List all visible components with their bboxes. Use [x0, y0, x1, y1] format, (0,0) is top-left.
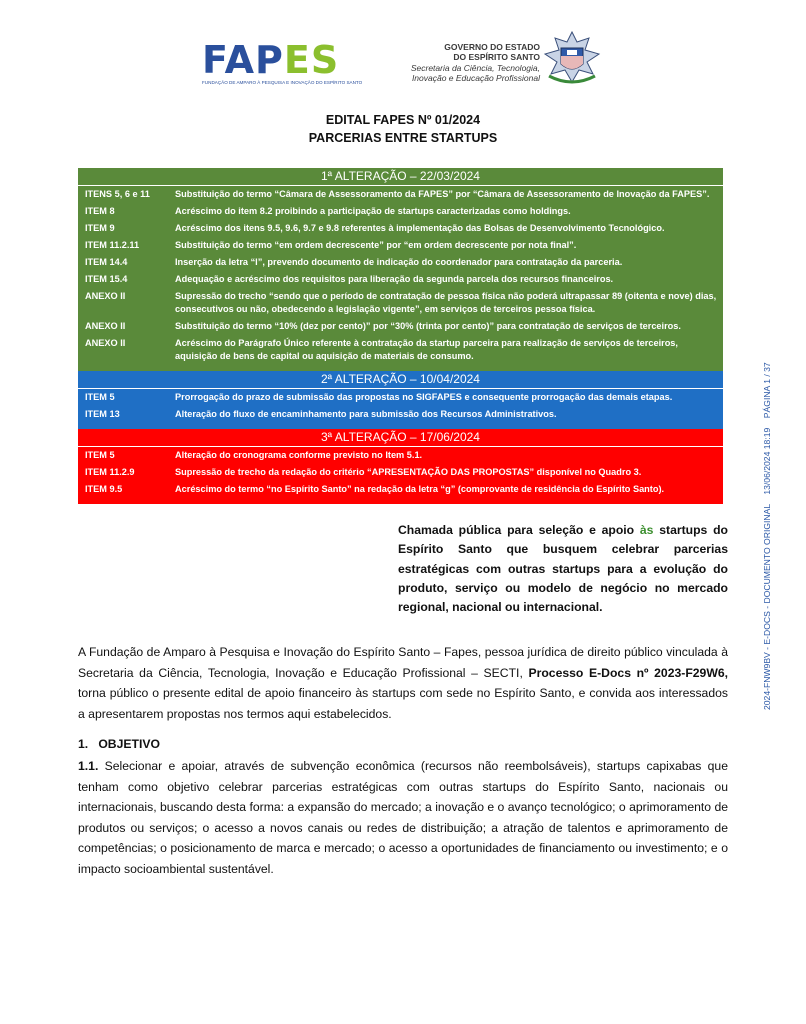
gov-line-1: GOVERNO DO ESTADO: [444, 42, 540, 52]
amendment-section-1: [78, 168, 723, 371]
secretariat-line-1: Secretaria da Ciência, Tecnologia,: [410, 63, 540, 73]
amendment-heading: 3ª ALTERAÇÃO – 17/06/2024: [78, 429, 723, 447]
document-title: EDITAL FAPES Nº 01/2024: [325, 113, 481, 127]
fapes-subtitle: FUNDAÇÃO DE AMPARO À PESQUISA E INOVAÇÃO DO ESPÍRITO SANTO: [202, 80, 363, 85]
table-row: ANEXO II Acréscimo do Parágrafo Único referente à contratação da startup parceira para realização de serviços de terceiros, aquisição de bens de capital ou aquisição de materiais de consumo.: [85, 338, 678, 361]
amendment-section-3: [78, 429, 723, 504]
call-summary: Chamada pública para seleção e apoio às startups do Espírito Santo que busquem celebrar parcerias estratégicas com outras startups para a evolução do produto, serviço ou modelo de negócio no mercado regional, nacional ou internacional.: [398, 523, 728, 615]
table-row: ITEM 15.4 Adequação e acréscimo dos requisitos para liberação da segunda parcela dos recursos financeiros.: [85, 274, 614, 284]
fapes-wordmark: FAPES: [202, 38, 340, 82]
secretariat-line-2: Inovação e Educação Profissional: [411, 72, 540, 83]
paragraph-1-1: 1.1. Selecionar e apoiar, através de subvenção econômica (recursos não reembolsáveis), startups capixabas que tenham como objetivo celebrar parcerias estratégicas com outras startups do Espírito Santo, nacionais ou internacionais, buscando desta forma: a expansão do mercado; a inovação e o avanço tecnológico; o aprimoramento de produtos ou serviços; o acesso a novos canais ou redes de distribuição; a atração de talentos e aprimoramento de competências; o posicionamento de marca e mercado; o acesso a oportunidades de financiamento ou investimento; e o impacto socioambiental sustentável.: [78, 759, 728, 876]
amendment-section-2: [78, 371, 723, 429]
document-subtitle: PARCERIAS ENTRE STARTUPS: [308, 131, 498, 145]
table-row: ITEM 11.2.9 Supressão de trecho da redação do critério “APRESENTAÇÃO DAS PROPOSTAS” disponível no Quadro 3.: [85, 467, 642, 477]
table-row: ITEM 11.2.11 Substituição do termo “em ordem decrescente” por “em ordem decrescente por nota final”.: [85, 240, 577, 250]
table-row: ITEM 9.5 Acréscimo do termo “no Espírito Santo” na redação da letra “g” (comprovante de residência do Espírito Santo).: [85, 484, 665, 494]
process-number: Processo E-Docs nº 2023-F29W6,: [528, 665, 728, 680]
edocs-side-stamp: [748, 0, 770, 1024]
table-row: ITEM 5 Alteração do cronograma conforme previsto no Item 5.1.: [85, 450, 423, 460]
amendment-heading: 1ª ALTERAÇÃO – 22/03/2024: [78, 168, 723, 186]
section-heading-objetivo: 1. OBJETIVO: [78, 737, 160, 751]
highlighted-word: às: [639, 523, 654, 537]
coat-of-arms-icon: [543, 30, 601, 90]
amendments-table: [78, 168, 723, 504]
table-row: ITEM 14.4 Inserção da letra “l”, prevendo documento de indicação do coordenador para contratação da parceria.: [85, 257, 623, 267]
table-row: ITENS 5, 6 e 11 Substituição do termo “Câmara de Assessoramento da FAPES” por “Câmara de Assessoramento de Inovação da FAPES”.: [85, 189, 710, 199]
fapes-logo: [202, 38, 363, 86]
paragraph-number: 1.1.: [78, 759, 99, 773]
intro-paragraph: A Fundação de Amparo à Pesquisa e Inovação do Espírito Santo – Fapes, pessoa jurídica de direito público vinculada à Secretaria da Ciência, Tecnologia, Inovação e Educação Profissional – SECTI, Processo E-Docs nº 2023-F29W6, torna público o presente edital de apoio financeiro às startups com sede no Espírito Santo, e convida aos interessados a apresentarem propostas nos termos aqui estabelecidos.: [78, 645, 728, 721]
table-row: ANEXO II Substituição do termo “10% (dez por cento)” por “30% (trinta por cento)” para contratação de serviços de terceiros.: [85, 321, 681, 331]
table-row: ITEM 8 Acréscimo do item 8.2 proibindo a participação de startups caracterizadas como holdings.: [85, 206, 571, 216]
table-row: ITEM 13 Alteração do fluxo de encaminhamento para submissão dos Recursos Administrativos.: [85, 409, 557, 419]
gov-line-2: DO ESPÍRITO SANTO: [453, 52, 540, 62]
table-row: ITEM 9 Acréscimo dos itens 9.5, 9.6, 9.7 e 9.8 referentes à implementação das Bolsas de Desenvolvimento Tecnológico.: [85, 223, 665, 233]
amendment-heading: 2ª ALTERAÇÃO – 10/04/2024: [78, 371, 723, 389]
edocs-stamp-text: 2024-FNW9BV - E-DOCS - DOCUMENTO ORIGINAL 13/06/2024 18:19 PÁGINA 1 / 37: [762, 362, 772, 710]
table-row: ANEXO II Supressão do trecho “sendo que o período de contratação de pessoa física não poderá ultrapassar 89 (oitenta e nove) dias, consecutivos ou não, obedecendo a legislação vigente”, em serviços de terceiros pessoa física.: [85, 291, 717, 314]
table-row: ITEM 5 Prorrogação do prazo de submissão das propostas no SIGFAPES e consequente prorrogação das demais etapas.: [85, 392, 673, 402]
government-logo-text: [400, 42, 540, 86]
